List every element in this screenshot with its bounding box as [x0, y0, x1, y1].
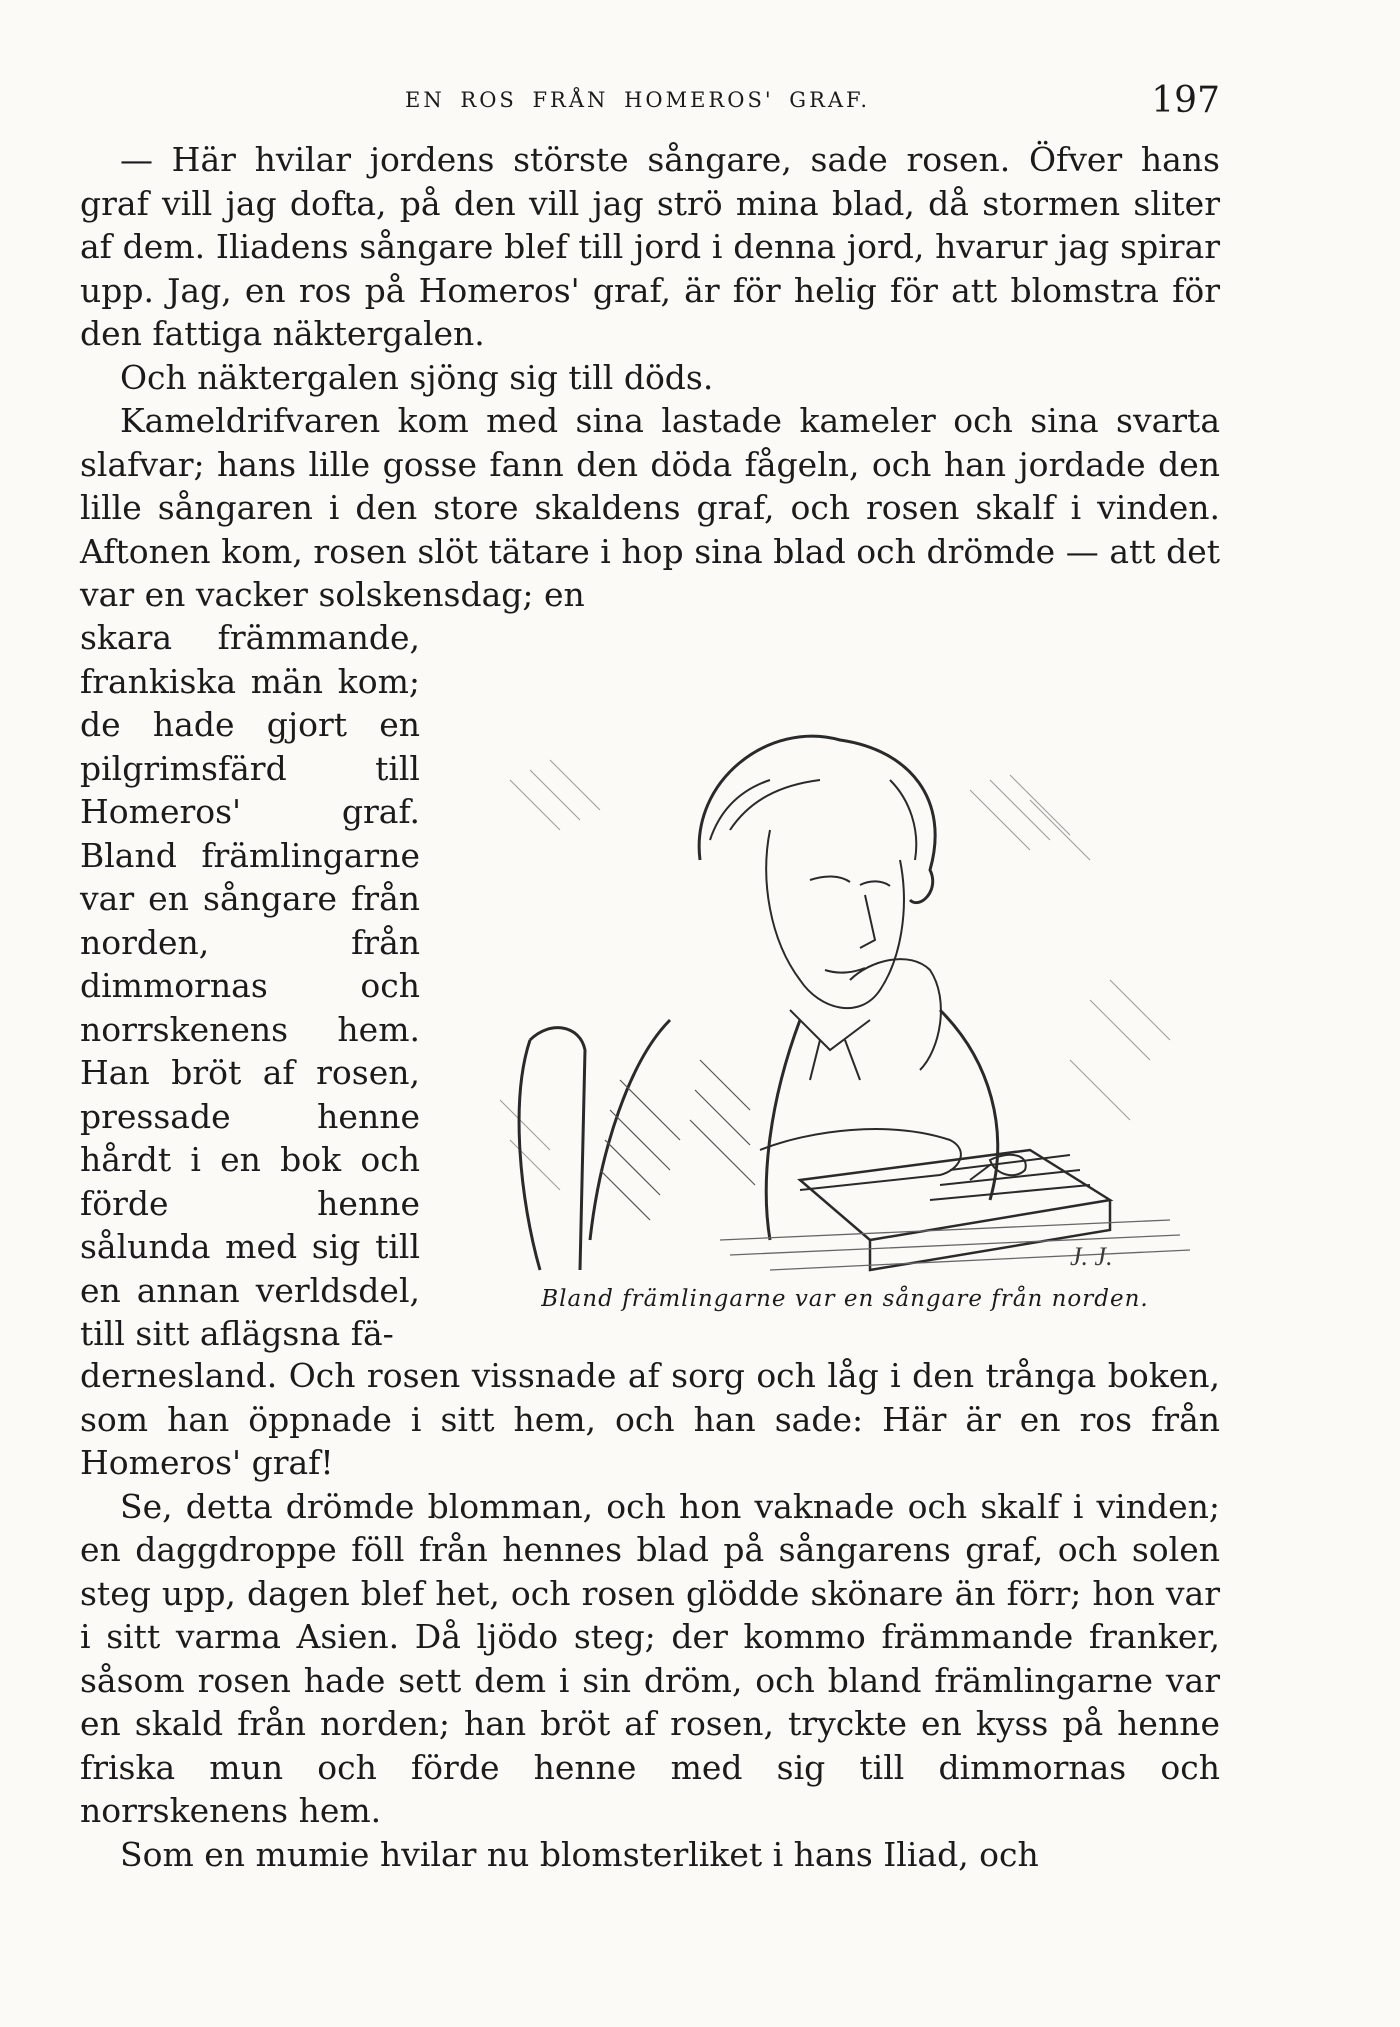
illustration [470, 680, 1220, 1320]
body-text-top [80, 138, 1220, 617]
paragraph: Som en mumie hvilar nu blomsterliket i hans Iliad, och [120, 1834, 1039, 1874]
engraver-signature: J. J. [1070, 1242, 1113, 1271]
paragraph: — Här hvilar jordens störste sångare, sade rosen. Öfver hans graf vill jag dofta, på den vill jag strö mina blad, då stormen sliter af dem. Iliadens sångare blef till jord i denna jord, hvarur jag spirar upp. Jag, en ros på Homeros' graf, är för helig för att blomstra för den fattiga näktergalen. [80, 140, 1220, 353]
body-text-bottom [80, 1354, 1220, 1876]
page-header [80, 80, 1220, 130]
running-title: EN ROS FRÅN HOMEROS' GRAF. [405, 88, 871, 112]
paragraph: skara främmande, frankiska män kom; de hade gjort en pilgrimsfärd till Homeros' graf. Bland främlingarne var en sångare från norden, från dimmornas och norrskenens hem. Han bröt af rosen, pressade henne hårdt i en bok och förde henne sålunda med sig till en annan verldsdel, till sitt aflägsna fä- [80, 618, 420, 1353]
paragraph: Kameldrifvaren kom med sina lastade kameler och sina svarta slafvar; hans lille gosse fann den döda fågeln, och han jordade den lille sångaren i den store skaldens graf, och rosen skalf i vinden. Aftonen kom, rosen slöt tätare i hop sina blad och drömde — att det var en vacker solskensdag; en [80, 401, 1220, 614]
body-text-wrapped [80, 616, 420, 1356]
page-number: 197 [1151, 80, 1220, 121]
paragraph: Se, detta drömde blomman, och hon vaknade och skalf i vinden; en daggdroppe föll från hennes blad på sångarens graf, och solen steg upp, dagen blef het, och rosen glödde skönare än förr; hon var i sitt varma Asien. Då ljödo steg; der kommo främmande franker, såsom rosen hade sett dem i sin dröm, och bland främlingarne var en skald från norden; han bröt af rosen, tryckte en kyss på henne friska mun och förde henne med sig till dimmornas och norrskenens hem. [80, 1486, 1220, 1830]
engraving-reader-portrait [470, 680, 1220, 1280]
paragraph: dernesland. Och rosen vissnade af sorg och låg i den trånga boken, som han öppnade i sitt hem, och han sade: Här är en ros från Homeros' graf! [80, 1356, 1220, 1482]
paragraph: Och näktergalen sjöng sig till döds. [120, 357, 714, 397]
figure-caption: Bland främlingarne var en sångare från norden. [541, 1286, 1149, 1312]
